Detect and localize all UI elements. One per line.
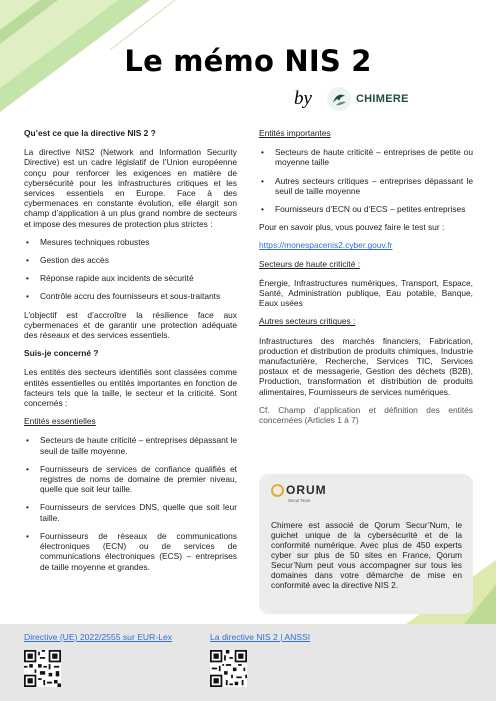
list-item: • Autres secteurs critiques – entreprises dépassant le seuil de taille moyenne	[259, 176, 473, 196]
right-column	[259, 128, 473, 433]
other-critical-heading: Autres secteurs critiques :	[259, 316, 356, 327]
qr-code-icon[interactable]	[210, 650, 247, 687]
important-entities-list	[259, 147, 473, 214]
qorum-paragraph: Chimere est associé de Qorum Secur’Num, le guichet unique de la cybersécurité et de la conformité numérique. Avec plus de 450 experts cyber sur plus de 50 sites en France, Qorum Secur’Num peut vous accompagner sur tous les domaines dans votre démarche de mise en conformité avec la directive NIS 2.	[271, 520, 462, 590]
list-item: • Secteurs de haute criticité – entreprises de petite ou moyenne taille	[259, 147, 473, 167]
high-criticality-sectors: Énergie, Infrastructures numériques, Transport, Espace, Santé, Administration publique, Eau potable, Banque, Eaux usées	[259, 277, 473, 309]
question-what-is-nis2: Qu’est ce que la directive NIS 2 ?	[24, 128, 156, 138]
qorum-logo	[271, 483, 327, 497]
question-am-i-concerned: Suis-je concerné ?	[24, 348, 99, 359]
test-paragraph: Pour en savoir plus, vous pouvez faire le test sur :	[259, 222, 445, 233]
essential-entities-heading: Entités essentielles	[24, 416, 96, 427]
essential-entities-list	[24, 435, 237, 571]
chimere-logo-icon	[326, 86, 352, 112]
list-item: • Secteurs de haute criticité – entreprises dépassant le seuil de taille moyenne.	[24, 435, 237, 455]
list-item: • Réponse rapide aux incidents de sécurité	[24, 273, 237, 283]
scope-reference: Cf. Champ d’application et définition des entités concernées (Articles 1 à 7)	[259, 404, 473, 426]
qorum-logo-icon	[271, 484, 284, 497]
list-item: • Gestion des accès	[24, 255, 237, 265]
important-entities-heading: Entités importantes	[259, 128, 331, 138]
left-column	[24, 128, 237, 580]
by-label: by	[294, 88, 312, 109]
list-item: • Fournisseurs de services DNS, quelle que soit leur taille.	[24, 502, 237, 522]
measures-list	[24, 237, 237, 302]
byline	[294, 86, 409, 112]
high-criticality-heading: Secteurs de haute criticité :	[259, 258, 361, 269]
list-item: • Contrôle accru des fournisseurs et sous-traitants	[24, 291, 237, 301]
anssi-link[interactable]: La directive NIS 2 | ANSSI	[210, 632, 311, 642]
list-item: • Fournisseurs de services de confiance qualifiés et registres de noms de domaine de premier niveau, quelle que soit leur taille.	[24, 464, 237, 495]
concerned-paragraph: Les entités des secteurs identifiés sont classées comme entités essentielles ou entités importantes en fonction de facteurs tels que la taille, le secteur et la criticité. Sont concernés :	[24, 367, 237, 409]
list-item: • Fournisseurs d’ECN ou d’ECS – petites entreprises	[259, 204, 473, 214]
qorum-logo-subtitle: Secur’Num	[288, 498, 311, 503]
qorum-logo-text: ORUM	[286, 483, 327, 497]
objective-paragraph: L’objectif est d’accroître la résilience face aux cybermenaces et de garantir une protection adéquate des réseaux et des services essentiels.	[24, 309, 237, 341]
intro-paragraph: La directive NIS2 (Network and Information Security Directive) est un cadre législatif de l’Union européenne conçu pour renforcer les exigences en matière de cybersécurité pour les infrastructures critiques et les services essentiels en Europe. Face à des cybermenaces en constante évolution, elle élargit son champ d’application à un plus grand nombre de secteurs et impose des mesures de protection plus strictes :	[24, 147, 237, 229]
other-critical-sectors: Infrastructures des marchés financiers, Fabrication, production et distribution de produits chimiques, Industrie manufacturière, Recherche, Services TIC, Services postaux et de messagerie, Gestion des déchets (B2B), Production, transformation et distribution de produits alimentaires, Fournisseurs de services numériques.	[259, 335, 473, 397]
test-link[interactable]: https://monespacenis2.cyber.gouv.fr	[259, 240, 393, 251]
list-item: • Fournisseurs de réseaux de communications électroniques (ECN) ou de services de communications électroniques (ECS) – entreprises de taille moyenne et grandes.	[24, 531, 237, 572]
eur-lex-link[interactable]: Directive (UE) 2022/2555 sur EUR-Lex	[24, 632, 173, 642]
qr-code-icon[interactable]	[24, 650, 61, 687]
list-item: • Mesures techniques robustes	[24, 237, 237, 247]
page-title: Le mémo NIS 2	[124, 44, 372, 78]
chimere-logo-text: CHIMERE	[355, 93, 409, 105]
